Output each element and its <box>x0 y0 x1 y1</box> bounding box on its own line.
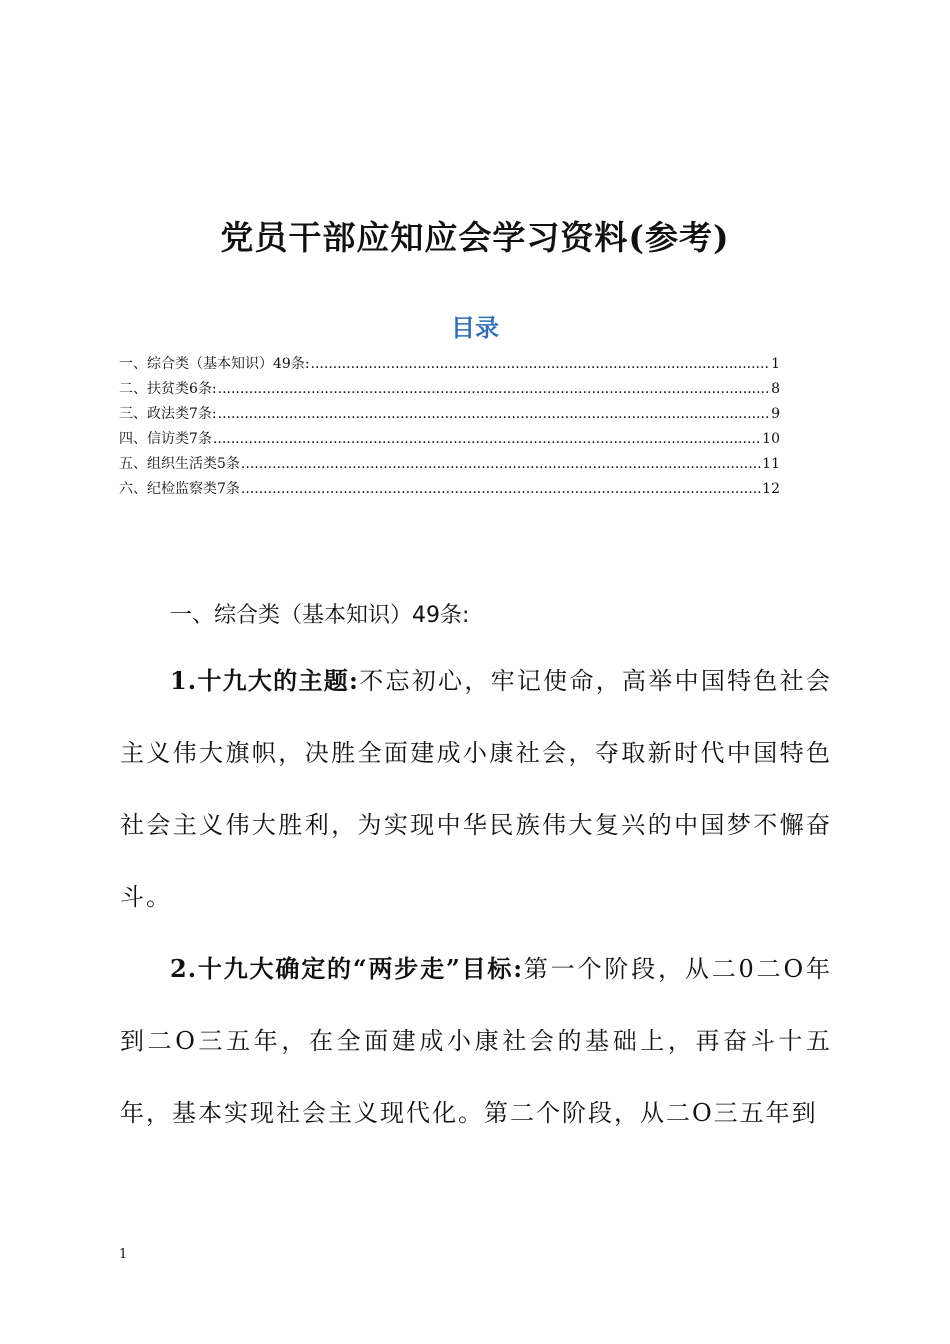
toc-entry-label: 四、信访类7条 <box>119 431 212 447</box>
item-term: 1.十九大的主题: <box>170 666 359 695</box>
paragraph-item-2 <box>120 933 832 1149</box>
toc-entry-page: 8 <box>771 381 780 397</box>
item-text: 不忘初心，牢记使命，高举中国特色社会主义伟大旗帜，决胜全面建成小康社会，夺取新时代中国特色社会主义伟大胜利，为实现中华民族伟大复兴的中国梦不懈奋斗。 <box>120 667 833 911</box>
document-title: 党员干部应知应会学习资料(参考) <box>220 218 730 257</box>
toc-entry-page: 10 <box>762 431 780 447</box>
toc-leader-dots <box>213 431 761 447</box>
toc-entry[interactable] <box>119 453 780 478</box>
toc-entry[interactable] <box>119 353 780 378</box>
toc-entry[interactable] <box>119 478 780 503</box>
toc-leader-dots <box>311 356 771 372</box>
item-term: 2.十九大确定的“两步走”目标: <box>170 954 524 983</box>
item-text: 第一个阶段，从二0二O年到二O三五年，在全面建成小康社会的基础上，再奋斗十五年，基本实现社会主义现代化。第二个阶段，从二O三五年到 <box>120 955 832 1127</box>
toc-entry-page: 9 <box>771 406 780 422</box>
paragraph-item-1 <box>120 645 832 933</box>
section-heading: 一、综合类（基本知识）49条: <box>170 603 470 628</box>
toc-entry[interactable] <box>119 378 780 403</box>
body-text <box>120 645 832 1149</box>
toc-entry-label: 二、扶贫类6条: <box>119 381 217 397</box>
toc-entry[interactable] <box>119 403 780 428</box>
toc-leader-dots <box>218 381 770 397</box>
toc-entry-page: 11 <box>762 456 780 472</box>
toc-leader-dots <box>218 406 770 422</box>
page-number: 1 <box>119 1247 128 1262</box>
toc-entry-label: 六、纪检监察类7条 <box>119 481 240 497</box>
table-of-contents <box>119 353 780 503</box>
toc-leader-dots <box>241 481 761 497</box>
toc-entry-label: 三、政法类7条: <box>119 406 217 422</box>
toc-entry-label: 一、综合类（基本知识）49条: <box>119 356 310 372</box>
toc-entry-page: 1 <box>771 356 780 372</box>
toc-leader-dots <box>241 456 761 472</box>
toc-entry-label: 五、组织生活类5条 <box>119 456 240 472</box>
toc-heading: 目录 <box>451 313 499 342</box>
toc-entry-page: 12 <box>762 481 780 497</box>
toc-entry[interactable] <box>119 428 780 453</box>
